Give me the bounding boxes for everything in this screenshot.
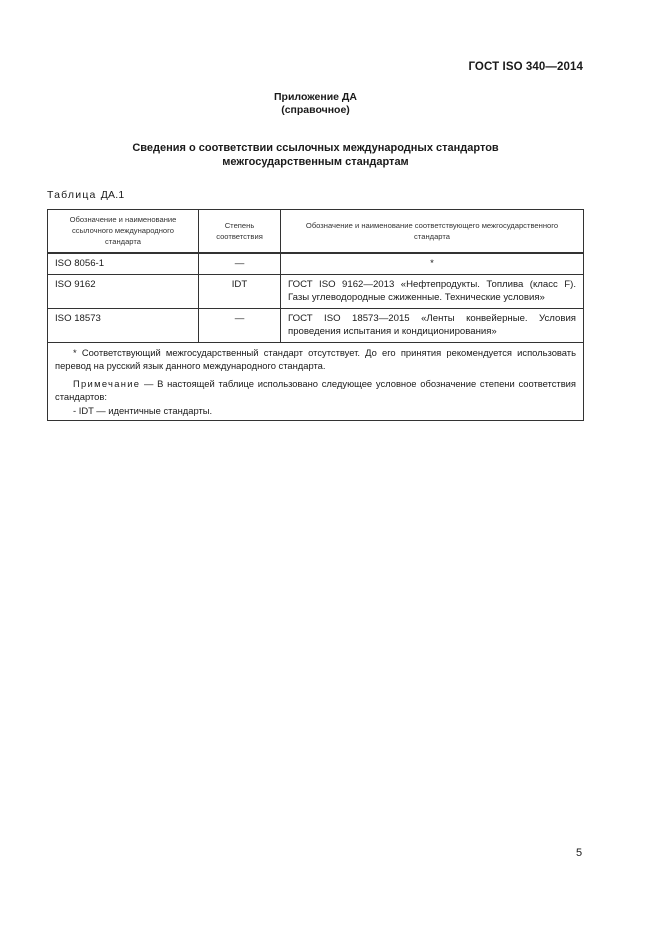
- cell-degree: —: [199, 253, 281, 274]
- table-row: [48, 308, 584, 342]
- page-number: 5: [576, 847, 583, 859]
- section-title-line-1: Сведения о соответствии ссылочных международных стандартов: [132, 142, 499, 154]
- document-code: ГОСТ ISO 340—2014: [468, 61, 583, 73]
- cell-interstate: ГОСТ ISO 18573—2015 «Ленты конвейерные. Условия проведения испытания и кондиционирования»: [281, 308, 584, 342]
- header-international-standard: Обозначение и наименование ссылочного международного стандарта: [48, 210, 199, 254]
- note-item: - IDT — идентичные стандарты.: [73, 404, 213, 416]
- section-title: [0, 141, 631, 169]
- table-caption-number: ДА.1: [100, 189, 125, 201]
- table-row: [48, 274, 584, 308]
- annex-heading: [0, 91, 631, 117]
- table-notes-row: [48, 342, 584, 421]
- cell-standard: ISO 18573: [48, 308, 199, 342]
- header-degree-of-correspondence: Степень соответствия: [199, 210, 281, 254]
- table-row: [48, 253, 584, 274]
- footnote: * Соответствующий межгосударственный стандарт отсутствует. До его принятия рекомендуется использовать перевод на русский язык данного международного стандарта.: [55, 346, 576, 371]
- table-notes: [48, 342, 584, 421]
- cell-degree: IDT: [199, 274, 281, 308]
- note-label: Примечание: [73, 377, 141, 389]
- section-title-line-2: межгосударственным стандартам: [222, 156, 409, 168]
- correspondence-table: [47, 209, 584, 421]
- table-caption: [47, 189, 124, 201]
- annex-title: Приложение ДА: [274, 91, 357, 103]
- cell-standard: ISO 9162: [48, 274, 199, 308]
- note-text: — В настоящей таблице использовано следующее условное обозначение степени соответствия стандартов:: [55, 377, 576, 402]
- header-interstate-standard: Обозначение и наименование соответствующего межгосударственного стандарта: [281, 210, 584, 254]
- cell-interstate: *: [281, 253, 584, 274]
- table-header-row: [48, 210, 584, 254]
- cell-degree: —: [199, 308, 281, 342]
- table-caption-word: Таблица: [47, 189, 97, 201]
- note: [55, 377, 576, 404]
- annex-subtitle: (справочное): [281, 104, 350, 116]
- cell-standard: ISO 8056-1: [48, 253, 199, 274]
- cell-interstate: ГОСТ ISO 9162—2013 «Нефтепродукты. Топлива (класс F). Газы углеводородные сжиженные. Технические условия»: [281, 274, 584, 308]
